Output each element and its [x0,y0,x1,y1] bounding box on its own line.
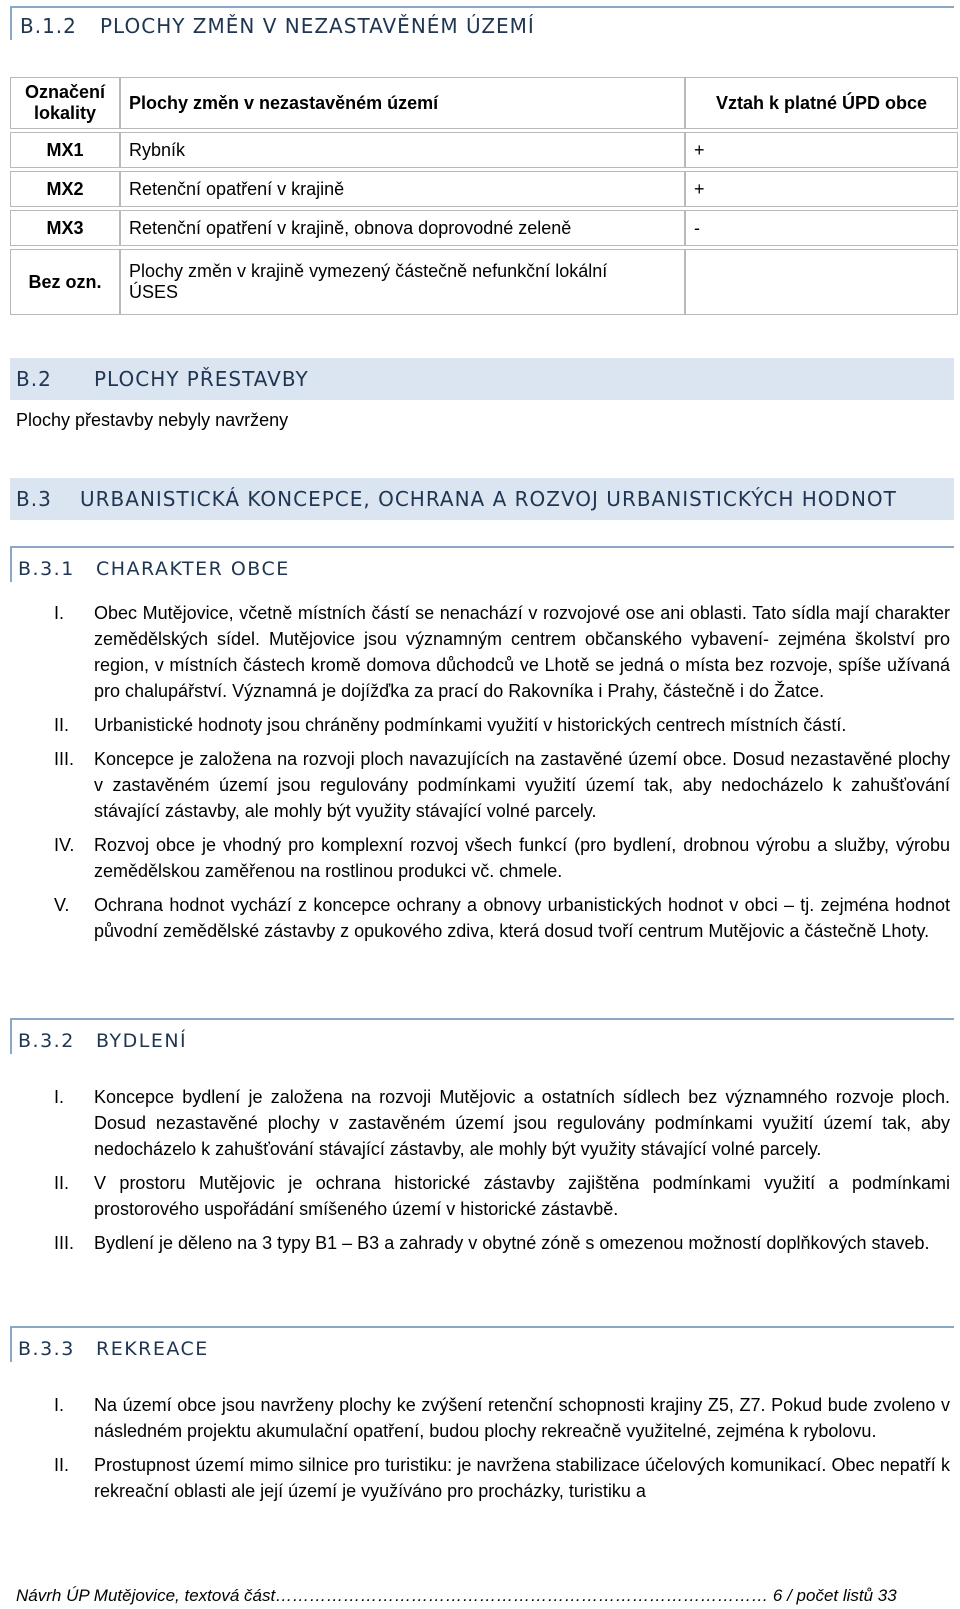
list-item [10,832,950,884]
locality-relation [685,249,958,315]
item-numeral: III. [54,1233,75,1253]
section-number: B.1.2 [20,14,77,38]
locality-code: Bez ozn. [10,249,120,315]
item-numeral: I. [54,1395,65,1415]
locality-description: Rybník [120,132,685,168]
locality-description: Retenční opatření v krajině, obnova doprovodné zeleně [120,210,685,246]
subsection-title: CHARAKTER OBCE [96,558,290,580]
item-text: Obec Mutějovice, včetně místních částí se nenachází v rozvojové ose ani oblasti. Tato sídla mají charakter zemědělských sídel. Mutějovice jsou významným centrem občanského vybavení- zejména školství pro region, v místních částech kromě domova důchodců ve Lhotě se jedná o místa bez rozvoje, spíše užívaná pro chalupářství. Významná je dojížďka za prací do Rakovníka i Prahy, částečně i do Žatce. [94,603,950,701]
subsection-heading-b31 [10,546,954,582]
section-title: PLOCHY ZMĚN V NEZASTAVĚNÉM ÚZEMÍ [100,14,535,38]
locality-description: Retenční opatření v krajině [120,171,685,207]
item-text: V prostoru Mutějovic je ochrana historické zástavby zajištěna podmínkami využití a podmínkami prostorového uspořádání smíšeného území v historické zástavbě. [94,1173,950,1219]
locality-code: MX1 [10,132,120,168]
section-heading-b3 [10,478,954,520]
page-footer: Návrh ÚP Mutějovice, textová část…………………………………………………………………………… 6 / počet listů 33 [16,1586,897,1605]
item-text: Na území obce jsou navrženy plochy ke zvýšení retenční schopnosti krajiny Z5, Z7. Pokud bude zvoleno v následném projektu akumulační opatření, budou plochy rekreačně využitelné, zejména k rybolovu. [94,1395,950,1441]
item-text: Rozvoj obce je vhodný pro komplexní rozvoj všech funkcí (pro bydlení, drobnou výrobu a služby, výrobu zemědělskou zaměřenou na rostlinou produkci vč. chmele. [94,835,950,881]
item-numeral: IV. [54,835,75,855]
locality-table [10,74,958,318]
table-header-row [10,77,958,129]
item-text: Koncepce bydlení je založena na rozvoji Mutějovic a ostatních sídlech bez významného rozvoje ploch. Dosud nezastavěné plochy v zastavěném území jsou regulovány podmínkami využití území tak, aby nedocházelo k zahušťování stávající zástavby, ale mohly být využity stávající volné parcely. [94,1087,950,1159]
item-numeral: II. [54,1455,70,1475]
subsection-title: BYDLENÍ [96,1030,188,1052]
locality-relation: - [685,210,958,246]
item-text: Prostupnost území mimo silnice pro turistiku: je navržena stabilizace účelových komunikací. Obec nepatří k rekreační oblasti ale její území je využíváno pro procházky, turistiku a [94,1455,950,1501]
list-item [10,746,950,824]
b2-text: Plochy přestavby nebyly navrženy [16,410,289,430]
table-header-cell: Označení lokality [10,77,120,129]
list-item [10,1392,950,1444]
section-title: PLOCHY PŘESTAVBY [94,367,309,391]
item-text: Ochrana hodnot vychází z koncepce ochrany a obnovy urbanistických hodnot v obci – tj. zejména hodnot původní zemědělské zástavby z opukového zdiva, která dosud tvoří centrum Mutějovic a částečně Lhoty. [94,895,950,941]
item-text: Bydlení je děleno na 3 typy B1 – B3 a zahrady v obytné zóně s omezenou možností doplňkových staveb. [94,1233,930,1253]
item-numeral: II. [54,1173,70,1193]
b32-list [10,1084,950,1264]
subsection-title: REKREACE [96,1338,209,1360]
list-item [10,600,950,704]
table-row [10,249,958,315]
list-item [10,1452,950,1504]
item-text: Urbanistické hodnoty jsou chráněny podmínkami využití v historických centrech místních částí. [94,715,847,735]
section-number: B.3 [16,487,52,511]
item-text: Koncepce je založena na rozvoji ploch navazujících na zastavěné území obce. Dosud nezastavěné plochy v zastavěném území jsou regulovány podmínkami využití území tak, aby nedocházelo k zahušťování stávající zástavby, ale mohly být využity stávající volné parcely. [94,749,950,821]
subsection-heading-b32 [10,1018,954,1054]
locality-code: MX3 [10,210,120,246]
subsection-heading-b33 [10,1326,954,1362]
table-row [10,171,958,207]
table-row [10,132,958,168]
item-numeral: I. [54,1087,65,1107]
section-number: B.2 [16,367,52,391]
list-item [10,892,950,944]
subsection-number: B.3.3 [18,1338,75,1360]
b33-list [10,1392,950,1512]
item-numeral: V. [54,895,70,915]
list-item [10,1230,950,1256]
list-item [10,712,950,738]
locality-description: Plochy změn v krajině vymezený částečně nefunkční lokální ÚSES [120,249,685,315]
list-item [10,1084,950,1162]
section-heading-b2 [10,358,954,400]
subsection-number: B.3.2 [18,1030,75,1052]
list-item [10,1170,950,1222]
section-title: URBANISTICKÁ KONCEPCE, OCHRANA A ROZVOJ URBANISTICKÝCH HODNOT [80,487,897,511]
section-heading-b12 [10,6,954,40]
table-header-cell: Vztah k platné ÚPD obce [685,77,958,129]
locality-code: MX2 [10,171,120,207]
subsection-number: B.3.1 [18,558,75,580]
table-row [10,210,958,246]
item-numeral: II. [54,715,70,735]
b31-list [10,600,950,952]
item-numeral: III. [54,749,75,769]
locality-relation: + [685,132,958,168]
locality-relation: + [685,171,958,207]
item-numeral: I. [54,603,65,623]
table-header-cell: Plochy změn v nezastavěném území [120,77,685,129]
